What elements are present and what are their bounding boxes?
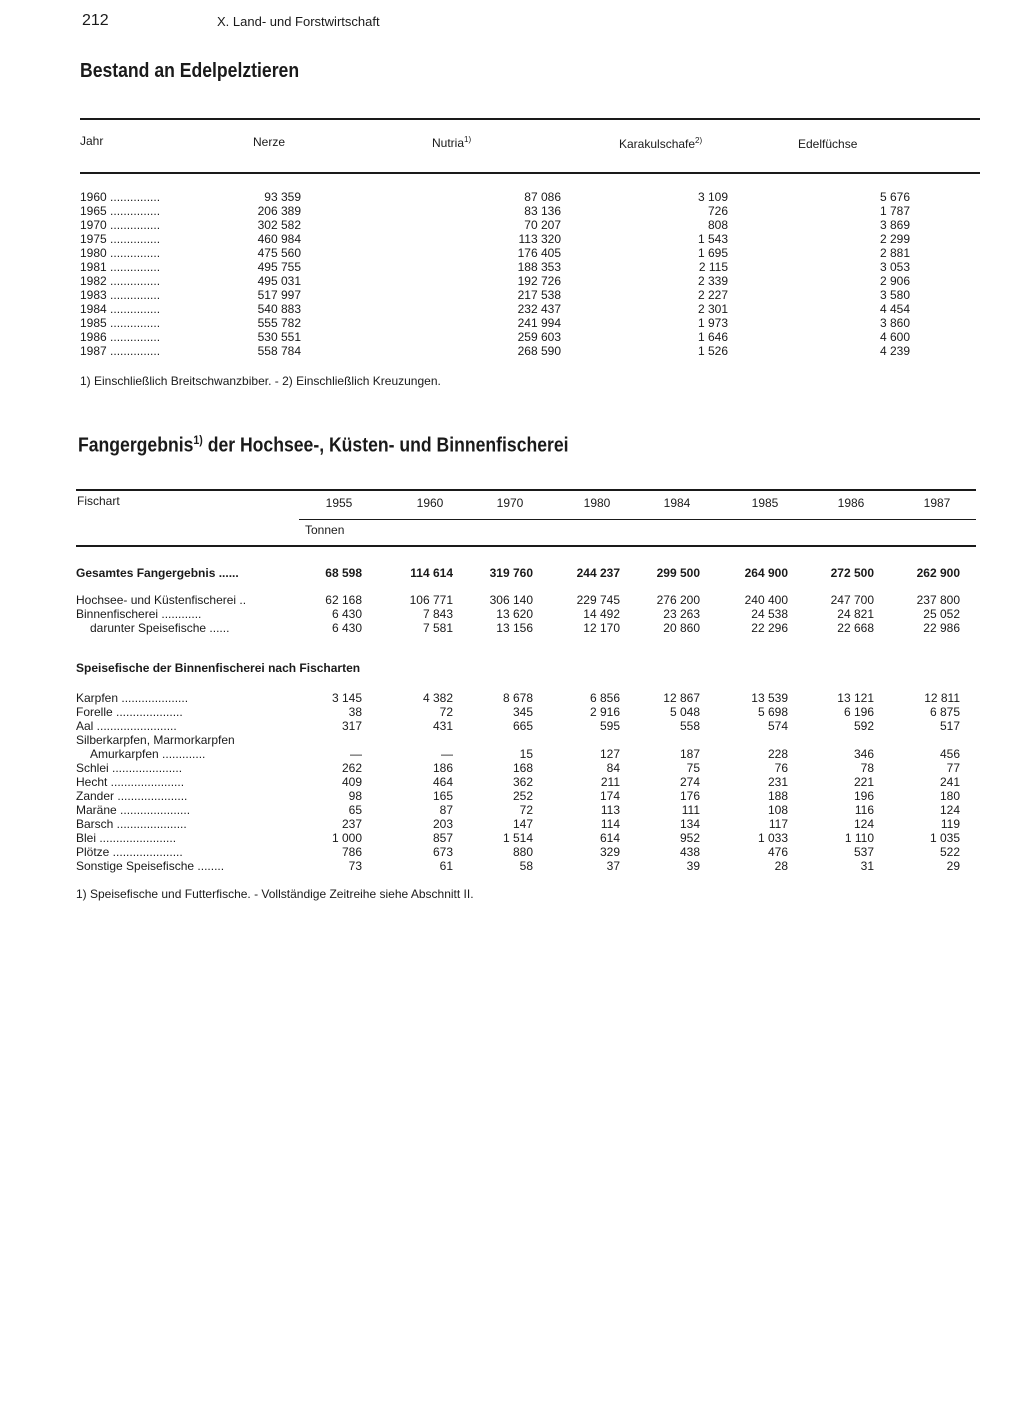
table2-unit-rule <box>299 519 976 520</box>
year-header: 1986 <box>837 496 865 510</box>
row-label: Blei ....................... <box>76 831 177 845</box>
row-label: Silberkarpfen, Marmorkarpfen <box>76 733 235 747</box>
cell-value: 119 <box>940 817 960 831</box>
year-header: 1984 <box>663 496 691 510</box>
cell-value: 22 296 <box>751 621 788 635</box>
cell-value: 2 299 <box>879 232 910 246</box>
cell-value: 38 <box>348 705 362 719</box>
cell-value: 2 906 <box>879 274 910 288</box>
cell-value: 241 994 <box>517 316 561 330</box>
year-header: 1985 <box>751 496 779 510</box>
cell-value: 786 <box>341 845 362 859</box>
cell-value: 495 755 <box>257 260 301 274</box>
cell-value: 68 598 <box>325 566 362 580</box>
table1-body <box>80 190 910 358</box>
cell-value: 665 <box>512 719 533 733</box>
cell-value: 530 551 <box>257 330 301 344</box>
cell-value: 7 581 <box>422 621 453 635</box>
table1-row <box>80 330 910 344</box>
table2-title-footnote-mark: 1) <box>193 433 203 447</box>
row-label: Aal ........................ <box>76 719 177 733</box>
cell-value: 476 <box>767 845 788 859</box>
cell-value: 228 <box>767 747 788 761</box>
table2-footnote: 1) Speisefische und Futterfische. - Vollständige Zeitreihe siehe Abschnitt II. <box>76 887 474 901</box>
cell-value: 262 <box>341 761 362 775</box>
table1-row <box>80 302 910 316</box>
cell-value: 306 140 <box>489 593 533 607</box>
cell-value: 673 <box>432 845 453 859</box>
cell-value: 14 492 <box>583 607 620 621</box>
cell-value: 5 676 <box>879 190 910 204</box>
table1-col-jahr: Jahr <box>80 134 104 148</box>
table1-top-rule <box>80 118 980 120</box>
cell-value: 217 538 <box>517 288 561 302</box>
table1-row <box>80 218 910 232</box>
nutria-label: Nutria <box>432 136 465 150</box>
table2-top-rule <box>76 489 976 491</box>
cell-value: 75 <box>686 761 700 775</box>
cell-value: 87 086 <box>524 190 561 204</box>
cell-value: 1 110 <box>844 831 874 845</box>
row-label: Sonstige Speisefische ........ <box>76 859 225 873</box>
cell-value: 22 986 <box>923 621 960 635</box>
cell-value: 22 668 <box>837 621 874 635</box>
cell-value: 6 430 <box>331 621 362 635</box>
cell-value: 317 <box>341 719 362 733</box>
cell-value: 231 <box>767 775 788 789</box>
cell-value: 13 539 <box>751 691 788 705</box>
table2-row <box>76 747 960 761</box>
cell-value: — <box>350 747 362 761</box>
cell-value: 952 <box>679 831 700 845</box>
cell-value: 3 869 <box>879 218 910 232</box>
cell-value: 880 <box>512 845 533 859</box>
table2-col-fischart: Fischart <box>77 494 120 508</box>
table2-row <box>76 607 960 621</box>
cell-value: 7 843 <box>422 607 453 621</box>
cell-value: 1 787 <box>879 204 910 218</box>
cell-value: 1 543 <box>697 232 728 246</box>
cell-value: 221 <box>853 775 874 789</box>
cell-value: 438 <box>679 845 700 859</box>
cell-value: 72 <box>439 705 453 719</box>
cell-value: 186 <box>432 761 453 775</box>
row-label: Amurkarpfen ............. <box>90 747 206 761</box>
cell-value: 558 784 <box>257 344 301 358</box>
cell-value: 517 <box>939 719 960 733</box>
running-head: X. Land- und Forstwirtschaft <box>217 14 380 29</box>
cell-value: 302 582 <box>257 218 301 232</box>
cell-value: 124 <box>853 817 874 831</box>
cell-value <box>298 733 362 747</box>
cell-value: 3 580 <box>879 288 910 302</box>
cell-value: 72 <box>519 803 533 817</box>
table2-title-main: Fangergebnis <box>78 434 194 457</box>
table2-total <box>76 566 960 580</box>
year-header: 1987 <box>923 496 951 510</box>
cell-value: 37 <box>606 859 620 873</box>
row-label: Plötze ..................... <box>76 845 183 859</box>
cell-value: 113 320 <box>518 232 561 246</box>
row-label: Schlei ..................... <box>76 761 183 775</box>
cell-value: 237 <box>341 817 362 831</box>
cell-value: 29 <box>946 859 960 873</box>
row-label: Forelle .................... <box>76 705 183 719</box>
cell-value <box>700 733 788 747</box>
cell-value: 20 860 <box>663 621 700 635</box>
cell-value: 2 301 <box>697 302 728 316</box>
table2-row <box>76 719 960 733</box>
cell-value: 116 <box>854 803 874 817</box>
table2-row <box>76 733 960 747</box>
cell-value: 247 700 <box>830 593 874 607</box>
cell-value: 12 811 <box>924 691 960 705</box>
row-label: 1970 ............... <box>80 218 161 232</box>
year-header: 1960 <box>416 496 444 510</box>
cell-value: 3 053 <box>879 260 910 274</box>
cell-value <box>874 733 960 747</box>
table2-row <box>76 691 960 705</box>
cell-value: 23 263 <box>663 607 700 621</box>
cell-value: 174 <box>599 789 620 803</box>
row-label: 1984 ............... <box>80 302 161 316</box>
cell-value: 808 <box>707 218 728 232</box>
cell-value: 229 745 <box>576 593 620 607</box>
cell-value: 58 <box>519 859 533 873</box>
cell-value: 592 <box>853 719 874 733</box>
cell-value: 8 678 <box>502 691 533 705</box>
cell-value: 39 <box>686 859 700 873</box>
cell-value: 574 <box>767 719 788 733</box>
cell-value: 187 <box>679 747 700 761</box>
table1-row <box>80 316 910 330</box>
row-label: 1982 ............... <box>80 274 161 288</box>
cell-value: 1 035 <box>929 831 960 845</box>
cell-value: 329 <box>599 845 620 859</box>
cell-value: 3 109 <box>697 190 728 204</box>
table1-row <box>80 190 910 204</box>
cell-value: 15 <box>519 747 533 761</box>
cell-value: 114 <box>600 817 620 831</box>
cell-value: 4 600 <box>879 330 910 344</box>
table2-row <box>76 803 960 817</box>
cell-value: 299 500 <box>656 566 700 580</box>
cell-value: 346 <box>853 747 874 761</box>
cell-value: 456 <box>939 747 960 761</box>
cell-value: 1 695 <box>697 246 728 260</box>
cell-value: 241 <box>939 775 960 789</box>
cell-value: 168 <box>512 761 533 775</box>
cell-value: 98 <box>348 789 362 803</box>
cell-value: 3 860 <box>879 316 910 330</box>
table2-row <box>76 845 960 859</box>
cell-value: 460 984 <box>257 232 301 246</box>
cell-value: 24 821 <box>837 607 874 621</box>
table1-col-nutria <box>432 135 471 150</box>
row-label: Binnenfischerei ............ <box>76 607 202 621</box>
cell-value: 2 115 <box>698 260 728 274</box>
cell-value: 5 698 <box>757 705 788 719</box>
table1-row <box>80 274 910 288</box>
cell-value: 4 454 <box>879 302 910 316</box>
cell-value: 5 048 <box>669 705 700 719</box>
karakul-label: Karakulschafe <box>619 137 696 151</box>
table2-section-heading: Speisefische der Binnenfischerei nach Fischarten <box>76 661 361 675</box>
table1-row <box>80 246 910 260</box>
row-label: 1983 ............... <box>80 288 161 302</box>
cell-value: 93 359 <box>264 190 301 204</box>
cell-value: 274 <box>679 775 700 789</box>
row-label: darunter Speisefische ...... <box>90 621 230 635</box>
cell-value: 12 867 <box>663 691 700 705</box>
cell-value: 13 156 <box>496 621 533 635</box>
cell-value: 595 <box>599 719 620 733</box>
table2-row <box>76 705 960 719</box>
year-header: 1955 <box>325 496 353 510</box>
cell-value: 268 590 <box>517 344 561 358</box>
cell-value: 540 883 <box>257 302 301 316</box>
row-label: 1975 ............... <box>80 232 161 246</box>
row-label: 1986 ............... <box>80 330 161 344</box>
cell-value: 252 <box>512 789 533 803</box>
cell-value: 28 <box>774 859 788 873</box>
table1-header-rule <box>80 172 980 174</box>
cell-value: 614 <box>599 831 620 845</box>
page-number: 212 <box>82 12 109 29</box>
row-label: Barsch ..................... <box>76 817 187 831</box>
cell-value: 211 <box>600 775 620 789</box>
row-label: Maräne ..................... <box>76 803 191 817</box>
row-label: 1965 ............... <box>80 204 161 218</box>
cell-value: 1 646 <box>697 330 728 344</box>
cell-value: 4 239 <box>879 344 910 358</box>
cell-value: 83 136 <box>524 204 561 218</box>
cell-value: 192 726 <box>517 274 561 288</box>
cell-value: 345 <box>512 705 533 719</box>
table2-unit: Tonnen <box>305 523 345 537</box>
table1-title: Bestand an Edelpelztieren <box>80 60 300 82</box>
row-label: Zander ..................... <box>76 789 188 803</box>
row-label: 1987 ............... <box>80 344 161 358</box>
cell-value: 6 196 <box>843 705 874 719</box>
cell-value: 259 603 <box>517 330 561 344</box>
cell-value: 65 <box>348 803 362 817</box>
table1-col-fuechse: Edelfüchse <box>798 137 858 151</box>
cell-value: 62 168 <box>325 593 362 607</box>
table2-row <box>76 859 960 873</box>
row-label: 1980 ............... <box>80 246 161 260</box>
cell-value: 176 <box>679 789 700 803</box>
cell-value: 1 000 <box>331 831 362 845</box>
table2-row <box>76 761 960 775</box>
table2-title-rest: der Hochsee-, Küsten- und Binnenfischerei <box>207 434 569 457</box>
cell-value: 1 973 <box>697 316 728 330</box>
cell-value: 188 <box>767 789 788 803</box>
cell-value <box>453 733 533 747</box>
cell-value: 522 <box>939 845 960 859</box>
cell-value: 61 <box>439 859 453 873</box>
karakul-footnote-mark: 2) <box>695 136 703 145</box>
cell-value: 13 620 <box>496 607 533 621</box>
cell-value: 12 170 <box>583 621 620 635</box>
table2-row <box>76 593 960 607</box>
year-header: 1980 <box>583 496 611 510</box>
cell-value <box>620 733 700 747</box>
table2-row <box>76 817 960 831</box>
cell-value: 517 997 <box>257 288 301 302</box>
table2-species <box>76 691 960 873</box>
cell-value: 2 227 <box>697 288 728 302</box>
year-header: 1970 <box>496 496 524 510</box>
cell-value: 134 <box>679 817 700 831</box>
row-label: Karpfen .................... <box>76 691 189 705</box>
cell-value: 73 <box>348 859 362 873</box>
cell-value: 2 339 <box>697 274 728 288</box>
cell-value: 78 <box>860 761 874 775</box>
row-label: Hecht ...................... <box>76 775 185 789</box>
cell-value: 232 437 <box>517 302 561 316</box>
cell-value: 464 <box>432 775 453 789</box>
cell-value: 319 760 <box>489 566 533 580</box>
cell-value: 124 <box>939 803 960 817</box>
cell-value: 196 <box>853 789 874 803</box>
cell-value: 13 121 <box>837 691 874 705</box>
cell-value: 111 <box>681 803 700 817</box>
cell-value: 6 856 <box>589 691 620 705</box>
cell-value: 1 526 <box>697 344 728 358</box>
cell-value: 537 <box>853 845 874 859</box>
cell-value: 113 <box>600 803 620 817</box>
table2-groups <box>76 593 960 635</box>
cell-value: 272 500 <box>830 566 874 580</box>
cell-value: 114 614 <box>410 566 453 580</box>
cell-value: 2 916 <box>589 705 620 719</box>
row-label: Gesamtes Fangergebnis ...... <box>76 566 239 580</box>
table1-row <box>80 204 910 218</box>
cell-value: 117 <box>768 817 788 831</box>
cell-value: 558 <box>679 719 700 733</box>
table1-row <box>80 232 910 246</box>
cell-value: 76 <box>774 761 788 775</box>
cell-value: 206 389 <box>257 204 301 218</box>
cell-value: 87 <box>439 803 453 817</box>
row-label: 1985 ............... <box>80 316 161 330</box>
cell-value: 6 875 <box>929 705 960 719</box>
table2-row <box>76 775 960 789</box>
cell-value: 24 538 <box>751 607 788 621</box>
cell-value: 555 782 <box>257 316 301 330</box>
cell-value: 240 400 <box>744 593 788 607</box>
table2-header-rule <box>76 545 976 547</box>
cell-value: 237 800 <box>916 593 960 607</box>
cell-value: 106 771 <box>409 593 453 607</box>
cell-value: 262 900 <box>916 566 960 580</box>
cell-value: 147 <box>512 817 533 831</box>
table1-row <box>80 260 910 274</box>
cell-value: 1 514 <box>502 831 533 845</box>
cell-value: 4 382 <box>422 691 453 705</box>
cell-value: 165 <box>432 789 453 803</box>
cell-value: 127 <box>599 747 620 761</box>
table2-title <box>78 433 569 458</box>
cell-value: 70 207 <box>524 218 561 232</box>
cell-value: — <box>441 747 453 761</box>
cell-value: 3 145 <box>331 691 362 705</box>
cell-value: 176 405 <box>517 246 561 260</box>
table1-row <box>80 288 910 302</box>
cell-value: 25 052 <box>923 607 960 621</box>
cell-value: 84 <box>606 761 620 775</box>
cell-value: 188 353 <box>517 260 561 274</box>
cell-value: 726 <box>707 204 728 218</box>
table2-row <box>76 789 960 803</box>
table2-row <box>76 566 960 580</box>
cell-value: 362 <box>512 775 533 789</box>
table2-row <box>76 831 960 845</box>
cell-value: 31 <box>860 859 874 873</box>
cell-value: 264 900 <box>744 566 788 580</box>
cell-value: 475 560 <box>257 246 301 260</box>
cell-value: 409 <box>341 775 362 789</box>
row-label: Hochsee- und Küstenfischerei .. <box>76 593 247 607</box>
cell-value: 180 <box>939 789 960 803</box>
cell-value <box>362 733 453 747</box>
cell-value: 276 200 <box>656 593 700 607</box>
row-label: 1960 ............... <box>80 190 161 204</box>
table1-col-karakul <box>619 136 702 151</box>
table1-footnote: 1) Einschließlich Breitschwanzbiber. - 2) Einschließlich Kreuzungen. <box>80 374 441 388</box>
table2-row <box>76 621 960 635</box>
cell-value <box>533 733 620 747</box>
cell-value: 108 <box>767 803 788 817</box>
cell-value <box>788 733 874 747</box>
cell-value: 6 430 <box>331 607 362 621</box>
table1-row <box>80 344 910 358</box>
nutria-footnote-mark: 1) <box>464 135 472 144</box>
cell-value: 2 881 <box>879 246 910 260</box>
page-header <box>82 12 682 34</box>
cell-value: 431 <box>432 719 453 733</box>
cell-value: 495 031 <box>257 274 301 288</box>
table1-col-nerze: Nerze <box>253 135 286 149</box>
cell-value: 1 033 <box>757 831 788 845</box>
cell-value: 857 <box>432 831 453 845</box>
cell-value: 244 237 <box>576 566 620 580</box>
row-label: 1981 ............... <box>80 260 161 274</box>
cell-value: 203 <box>432 817 453 831</box>
cell-value: 77 <box>946 761 960 775</box>
